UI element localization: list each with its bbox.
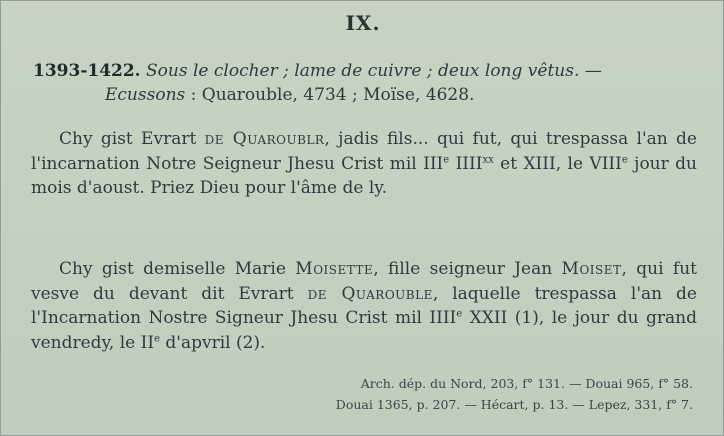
text-segment: et XIII, le VIII <box>493 153 622 174</box>
archive-references <box>336 373 693 415</box>
reference-line-2: Douai 1365, p. 207. — Hécart, p. 13. — Lepez, 331, f° 7. <box>335 397 693 412</box>
superscript: e <box>154 332 160 344</box>
location-description: Sous le clocher ; lame de cuivre ; deux long vêtus. — <box>146 61 602 81</box>
ecussons-text: : Quarouble, 4734 ; Moïse, 4628. <box>190 85 475 105</box>
text-segment: Chy gist demiselle Marie <box>59 259 296 279</box>
text-segment: d'apvril (2). <box>159 332 266 353</box>
text-segment: Chy gist Evrart <box>59 129 205 149</box>
metadata-line-1 <box>33 59 602 83</box>
text-segment: , qui fut vesve du devant dit Evrart <box>31 259 697 304</box>
family-name: de Quaroublr <box>204 129 325 149</box>
inscription-paragraph-1 <box>31 127 697 201</box>
superscript: e <box>621 153 628 165</box>
inscription-metadata <box>33 59 602 107</box>
inscription-paragraph-2 <box>31 257 697 355</box>
text-segment: , laquelle trespassa l'an de l'Incarnation Nostre Signeur Jhesu Crist mil IIII <box>31 283 697 328</box>
superscript: e <box>443 153 450 165</box>
text-segment: IIII <box>449 153 483 174</box>
text-segment: , jadis fils... qui fut, qui trespassa l'an de l'incarnation Notre Seigneur Jhesu Crist mil III <box>31 129 697 174</box>
superscript: xx <box>482 153 494 165</box>
family-name: Moiset <box>561 259 622 279</box>
superscript: e <box>456 308 463 320</box>
text-segment: XXII (1), le jour du grand vendredy, le II <box>31 308 697 353</box>
reference-line-1: Arch. dép. du Nord, 203, f° 131. — Douai 965, f° 58. <box>360 376 693 391</box>
family-name: Moisette <box>295 259 374 279</box>
ecussons-label: Ecussons <box>105 85 186 105</box>
family-name: de Quarouble <box>307 283 433 304</box>
text-segment: jour du mois d'aoust. Priez Dieu pour l'âme de ly. <box>31 153 697 198</box>
section-heading: IX. <box>345 11 381 35</box>
text-segment: , fille seigneur Jean <box>373 259 562 279</box>
metadata-line-2 <box>33 83 602 107</box>
date-range: 1393-1422. <box>33 61 141 81</box>
